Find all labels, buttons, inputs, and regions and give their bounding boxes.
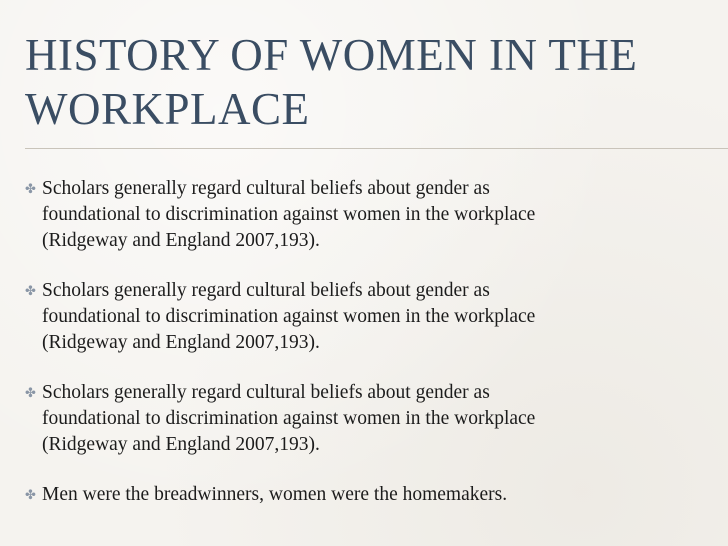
bullet-text-line: (Ridgeway and England 2007,193). (42, 230, 320, 251)
slide-title: HISTORY OF WOMEN IN THE WORKPLACE (25, 30, 638, 134)
bullet-item-3 (25, 380, 705, 458)
four-point-star-icon: ✤ (25, 487, 36, 502)
four-point-star-icon: ✤ (25, 385, 36, 400)
bullet-text-line: foundational to discrimination against women in the workplace (42, 306, 536, 327)
bullet-text-line: Men were the breadwinners, women were the homemakers. (42, 484, 508, 505)
bullet-text-line: Scholars generally regard cultural beliefs about gender as (42, 178, 490, 199)
bullet-text-line: foundational to discrimination against women in the workplace (42, 408, 536, 429)
four-point-star-icon: ✤ (25, 181, 36, 196)
bullet-text-line: Scholars generally regard cultural beliefs about gender as (42, 382, 490, 403)
bullet-item-1 (25, 176, 705, 254)
bullet-item-2 (25, 278, 705, 356)
bullet-text-line: Scholars generally regard cultural beliefs about gender as (42, 280, 490, 301)
bullet-text-line: foundational to discrimination against women in the workplace (42, 204, 536, 225)
bullet-list (25, 176, 705, 508)
bullet-item-4 (25, 482, 705, 508)
bullet-text-line: (Ridgeway and England 2007,193). (42, 332, 320, 353)
title-divider (25, 148, 728, 149)
four-point-star-icon: ✤ (25, 283, 36, 298)
bullet-text-line: (Ridgeway and England 2007,193). (42, 434, 320, 455)
